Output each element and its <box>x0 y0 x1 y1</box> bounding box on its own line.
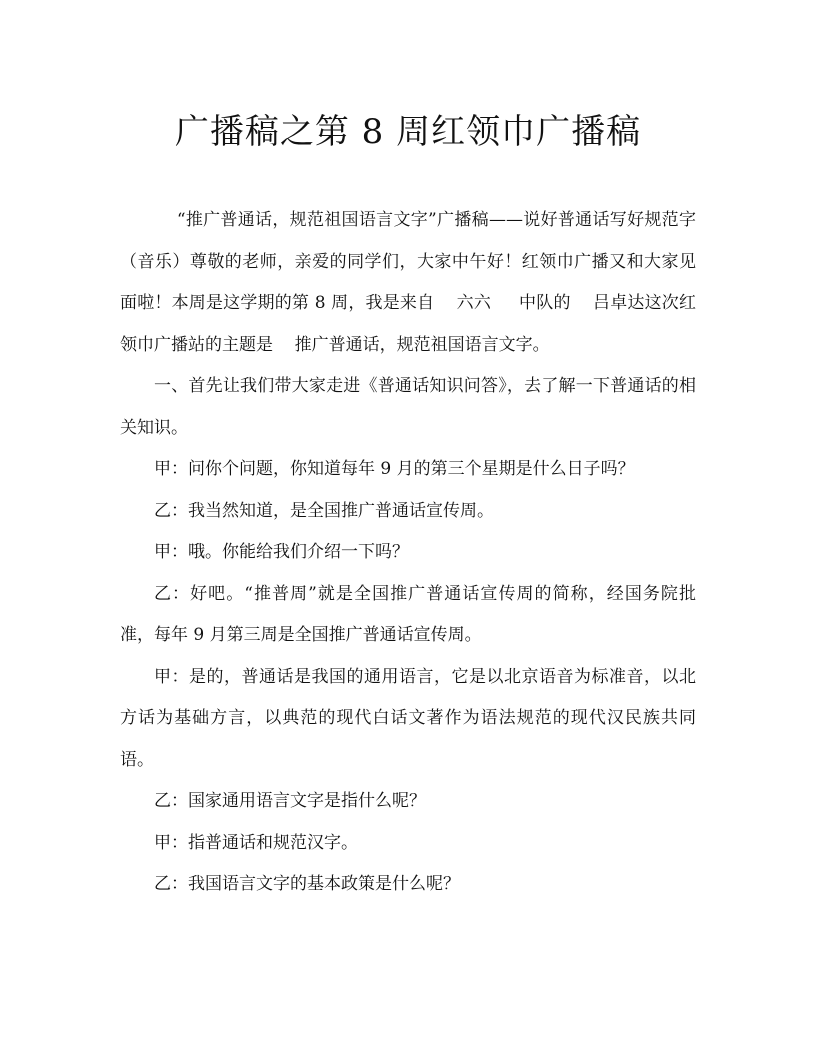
paragraph-intro: “推广普通话，规范祖国语言文字”广播稿——说好普通话写好规范字（音乐）尊敬的老师，亲爱的同学们，大家中午好！红领巾广播又和大家见面啦！本周是这学期的第 8 周，我是来自 六六 中队的 吕卓达这次红领巾广播站的主题是 推广普通话，规范祖国语言文字。 <box>120 210 696 355</box>
paragraph-section-one: 一、首先让我们带大家走进《普通话知识问答》，去了解一下普通话的相关知识。 <box>120 376 696 438</box>
dialogue-line: 甲：指普通话和规范汉字。 <box>154 832 358 853</box>
dialogue-line: 乙：我当然知道，是全国推广普通话宣传周。 <box>154 500 494 521</box>
dialogue-line: 乙：我国语言文字的基本政策是什么呢？ <box>154 874 460 894</box>
dialogue-line: 乙：国家通用语言文字是指什么呢？ <box>154 791 426 811</box>
dialogue-line: 甲：哦。你能给我们介绍一下吗？ <box>154 542 409 562</box>
dialogue-line: 甲：是的，普通话是我国的通用语言，它是以北京语音为标准音，以北方话为基础方言，以典范的现代白话文著作为语法规范的现代汉民族共同语。 <box>120 666 696 770</box>
dialogue-line: 甲：问你个问题，你知道每年 9 月的第三个星期是什么日子吗？ <box>154 459 635 479</box>
dialogue-line: 乙：好吧。“推普周”就是全国推广普通话宣传周的简称，经国务院批准，每年 9 月第三周是全国推广普通话宣传周。 <box>120 583 696 645</box>
document-title: 广播稿之第 8 周红领巾广播稿 <box>174 112 642 152</box>
document-body <box>120 200 696 906</box>
